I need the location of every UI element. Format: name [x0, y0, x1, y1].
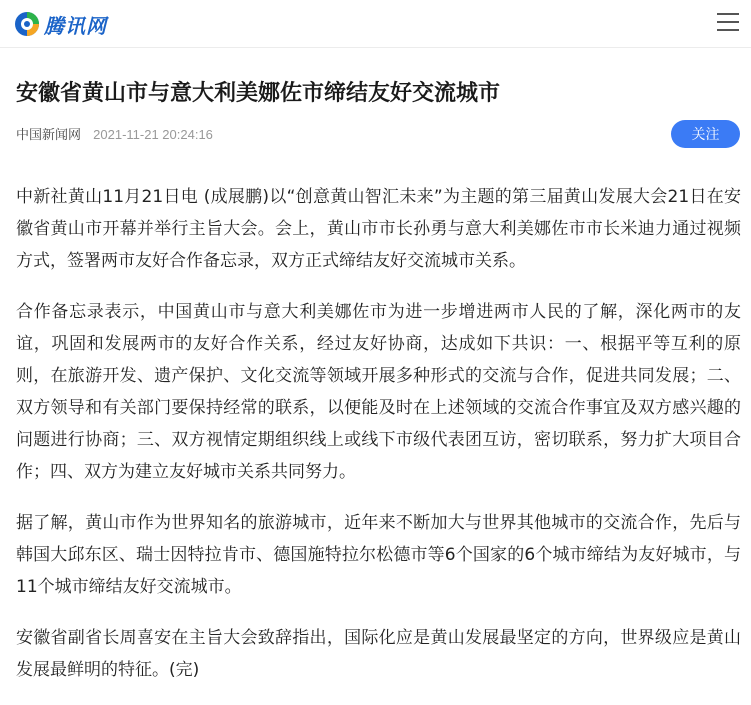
article-source[interactable]: 中国新闻网 — [16, 128, 82, 143]
article-paragraph: 合作备忘录表示，中国黄山市与意大利美娜佐市为进一步增进两市人民的了解，深化两市的友谊，巩固和发展两市的友好合作关系，经过友好协商，达成如下共识：一、根据平等互利的原则，在旅游开发、遗产保护、文化交流等领域开展多种形式的交流与合作，促进共同发展；二、双方领导和有关部门要保持经常的联系，以便能及时在上述领域的交流合作事宜及双方感兴趣的问题进行协商；三、双方视情定期组织线上或线下市级代表团互访，密切联系，努力扩大项目合作；四、双方为建立友好城市关系共同努力。 — [16, 302, 741, 482]
article-body — [16, 181, 741, 705]
article-paragraph: 据了解，黄山市作为世界知名的旅游城市，近年来不断加大与世界其他城市的交流合作，先后与韩国大邱东区、瑞士因特拉肯市、德国施特拉尔松德市等6个国家的6个城市缔结为友好城市，与11个城市缔结友好交流城市。 — [16, 513, 741, 597]
article-paragraph: 安徽省副省长周喜安在主旨大会致辞指出，国际化应是黄山发展最坚定的方向，世界级应是黄山发展最鲜明的特征。(完) — [16, 628, 741, 680]
hamburger-menu-icon[interactable] — [717, 13, 739, 31]
site-logo-text: 腾讯网 — [44, 13, 107, 38]
article-timestamp: 2021-11-21 20:24:16 — [93, 127, 213, 142]
site-logo[interactable] — [14, 9, 107, 39]
tencent-news-logo-icon — [14, 11, 40, 37]
article-title: 安徽省黄山市与意大利美娜佐市缔结友好交流城市 — [16, 81, 501, 106]
article-paragraph: 中新社黄山11月21日电 (成展鹏)以“创意黄山智汇未来”为主题的第三届黄山发展大会21日在安徽省黄山市开幕并举行主旨大会。会上，黄山市市长孙勇与意大利美娜佐市市长米迪力通过视频方式，签署两市友好合作备忘录，双方正式缔结友好交流城市关系。 — [16, 187, 741, 271]
article-meta — [16, 126, 213, 145]
top-navigation-bar — [0, 0, 751, 48]
follow-button[interactable]: 关注 — [671, 120, 740, 148]
